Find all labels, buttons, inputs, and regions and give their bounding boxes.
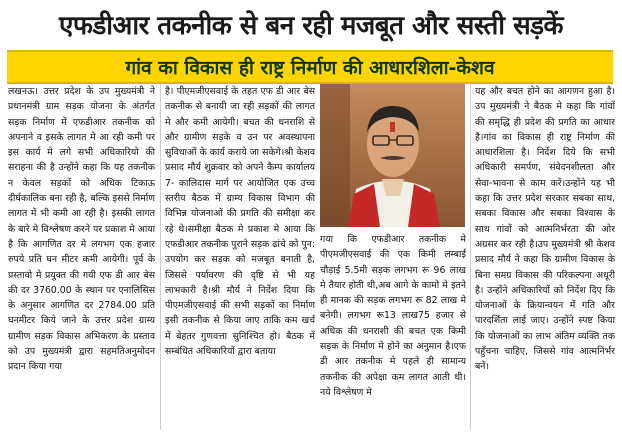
- portrait-photo: [320, 84, 465, 227]
- article-column-4: [475, 84, 615, 430]
- article-column-3-text: गया कि एफडीआर तकनीक मे पीएमजीएसवाई की एक किमी लम्बाई चौड़ाई 5.5मी सड़क लगभग रू 96 लाख मे तैयार होती थी,अब आगे के कामो मे इतने ही मानक की सड़क लगभग रू 82 लाख मे बनेगी। लगभग रू13 लाख75 हजार से अधिक की धनराशी की बचत एक किमी सड़क के निर्माण मे होने का अनुमान है।एफ डी आर तकनीक मे पहले ही सामान्य तकनीक की अपेक्षा कम लागत आती थी। नये विश्लेषण मे: [320, 234, 466, 398]
- article-column-1-text: लखनऊ। उत्तर प्रदेश के उप मुख्यमंत्री ने प्रधानमंत्री ग्राम सड़क योजना के अंतर्गत सड़क निर्माण में एफडीआर तकनीक को अपनाने व इसके लागत मे आ रही कमी पर इस कार्य मे लगे सभी अधिकारियो की सराहना की है उन्होंने कहा कि यह तकनीक न केवल सड़कों को अधिक टिकाऊ दीर्घकालिक बना रही है, बल्कि इससे निर्माण लागत में भी कमी आ रही है। इसकी लागत के बारे मे विश्लेषण करने पर प्रकाश मे आया है कि आगणित दर मे लगभग एक हजार रुपये प्रति घन मीटर कमी आयेगी। पूर्व के प्रस्तावो मे प्रयुक्त की गयी एफ डी आर बेस की दर 3760.00 के स्थान पर एनालिसिस के अनुसार आगणित दर 2784.00 प्रति घनमीटर किये जाने के उत्तर प्रदेश ग्राम्य ग्रामीण सड़क विकास अभिकरण के प्रस्ताव को उप मुख्यमंत्री द्वारा सहमतिअनुमोदन प्रदान किया गया: [8, 86, 155, 373]
- column-divider: [470, 84, 471, 430]
- article-column-4-text: यह और बचत होने का आगणन हुआ है।उप मुख्यमंत्री ने बैठक मे कहा कि गांवों की समृद्धि ही प्रदेश की प्रगति का आधार है।गांव का विकास ही राष्ट्र निर्माण की आधारशिला है। निर्देश दिये कि सभी अधिकारी समर्पण, संवेदनशीलता और सेवा-भावना से काम करें।उन्होंने यह भी कहा कि उत्तर प्रदेश सरकार सबका साथ, सबका विकास और सबका विश्वास के साथ गांवों को आत्मनिर्भरता की ओर अग्रसर कर रही है।उप मुख्यमंत्री श्री केशव प्रसाद मौर्य ने कहा कि ग्रामीण विकास के बिना समग्र विकास की परिकल्पना अधूरी है। उन्होंने अधिकारियों को निर्देश दिए कि योजनाओं के क्रियान्वयन में गति और पारदर्शिता लाई जाए। उन्होंने स्पष्ट किया कि योजनाओं का लाभ अंतिम व्यक्ति तक पहुँचना चाहिए, जिससे गांव आत्मनिर्भर बनें।: [475, 86, 615, 373]
- article-column-1: [8, 84, 155, 430]
- article-column-3: [320, 232, 466, 430]
- article-column-2-text: है। पीएमजीएसवाई के तहत एफ डी आर बेस तकनीक से बनायी जा रही सड़कों की लागत मे और कमी आयेगी। बचत की धनराशि से और ग्रामीण सड़के व उन पर अवस्थापना सुविधाओं के कार्य कराये जा सकेगे।श्री केशव प्रसाद मौर्य शुक्रवार को अपने कैम्प कार्यालय 7- कालिदास मार्ग पर आयोजित एक उच्च स्तरीय बैठक में ग्राम्य विकास विभाग की विभिन्न योजनाओं की प्रगति की समीक्षा कर रहे थे।समीक्षा बैठक मे प्रकाश मे आया कि एफडीआर तकनीक पुराने सड़क ढांचे को पुन: उपयोग कर सड़क को मजबूत बनाती है, जिससे पर्यावरण की दृष्टि से भी यह लाभकारी है।श्री मौर्य ने निर्देश दिया कि पीएमजीएसवाई की सभी सड़कों का निर्माण इसी तकनीक से किया जाए ताकि कम खर्च में बेहतर गुणवत्ता सुनिश्चित हो। बैठक में सम्बंधित अधिकारियों द्वारा बताया: [165, 86, 315, 358]
- headline: एफडीआर तकनीक से बन रही मजबूत और सस्ती सड़कें: [58, 11, 564, 41]
- column-divider: [160, 84, 161, 430]
- portrait-illustration: [320, 84, 465, 227]
- article-column-2: [165, 84, 315, 430]
- subheadline-banner: गांव का विकास ही राष्ट्र निर्माण की आधारशिला-केशव: [7, 50, 613, 84]
